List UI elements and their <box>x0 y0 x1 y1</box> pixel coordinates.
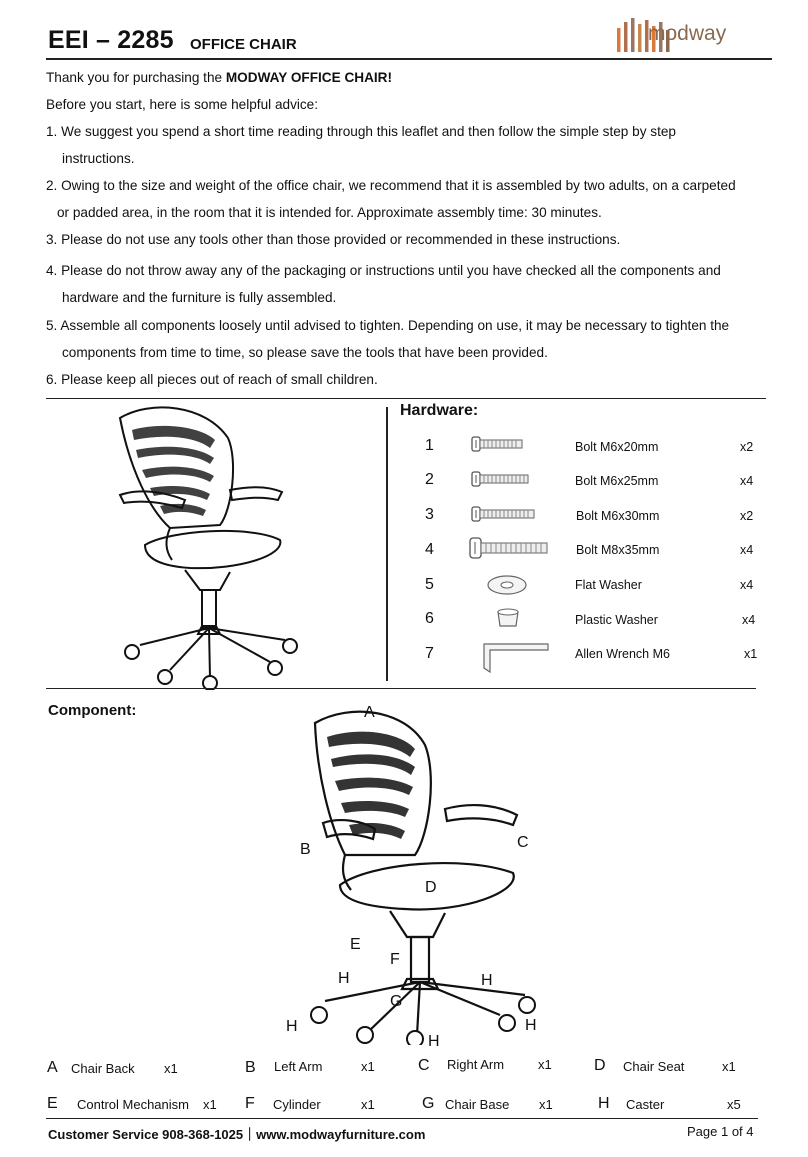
component-letter: D <box>594 1057 606 1074</box>
advice-lead: Before you start, here is some helpful advice: <box>46 97 319 112</box>
callout-e: E <box>350 936 361 953</box>
component-name: Chair Seat <box>623 1059 685 1074</box>
callout-h: H <box>338 970 350 987</box>
customer-service: Customer Service 908-368-1025｜www.modwayfurniture.com <box>48 1127 426 1142</box>
hardware-quantity: x4 <box>740 578 754 592</box>
hardware-number: 1 <box>425 437 434 454</box>
tip-1-line-2: instructions. <box>62 151 135 166</box>
component-quantity: x1 <box>164 1061 178 1076</box>
tip-5-line-2: components from time to time, so please save the tools that have been provided. <box>62 345 548 360</box>
hardware-name: Flat Washer <box>575 578 642 592</box>
tip-4-line-1: 4. Please do not throw away any of the packaging or instructions until you have checked all the components and <box>46 263 721 278</box>
header-rule <box>46 58 772 60</box>
footer-rule <box>46 1118 758 1119</box>
component-letter: B <box>245 1059 256 1076</box>
hardware-quantity: x4 <box>742 613 756 627</box>
hardware-number: 7 <box>425 645 434 662</box>
component-name: Chair Base <box>445 1097 510 1112</box>
callout-c: C <box>517 834 529 851</box>
tip-2-line-2: or padded area, in the room that it is intended for. Approximate assembly time: 30 minutes. <box>57 205 602 220</box>
component-name: Chair Back <box>71 1061 135 1076</box>
component-letter: A <box>47 1059 58 1076</box>
component-quantity: x1 <box>539 1097 553 1112</box>
callout-h: H <box>286 1018 298 1035</box>
component-quantity: x1 <box>361 1097 375 1112</box>
component-name: Right Arm <box>447 1057 505 1072</box>
callout-h: H <box>525 1017 537 1034</box>
vertical-divider <box>386 407 388 681</box>
plastic-washer-icon <box>494 606 522 632</box>
component-name: Control Mechanism <box>77 1097 189 1112</box>
component-title: Component: <box>48 702 137 719</box>
hardware-quantity: x1 <box>744 647 758 661</box>
tip-6-line-1: 6. Please keep all pieces out of reach of small children. <box>46 372 378 387</box>
callout-h: H <box>481 972 493 989</box>
chair-component-diagram <box>295 705 545 1045</box>
hardware-number: 4 <box>425 541 434 558</box>
thanks-prefix: Thank you for purchasing the <box>46 70 226 85</box>
component-name: Cylinder <box>273 1097 321 1112</box>
bolt-icon <box>468 536 553 560</box>
allen-wrench-icon <box>478 640 553 674</box>
component-name: Caster <box>626 1097 665 1112</box>
component-letter: E <box>47 1095 58 1112</box>
tip-5-line-1: 5. Assemble all components loosely until advised to tighten. Depending on use, it may be necessary to tighten the <box>46 318 730 333</box>
section-rule-top <box>46 398 766 399</box>
document-title: OFFICE CHAIR <box>190 36 297 53</box>
component-quantity: x1 <box>203 1097 217 1112</box>
model-number: EEI – 2285 <box>48 26 174 54</box>
thanks-suffix: ! <box>387 70 393 85</box>
flat-washer-icon <box>485 573 529 597</box>
bolt-icon <box>470 504 540 524</box>
thanks-line <box>46 70 392 85</box>
component-letter: G <box>422 1095 435 1112</box>
bolt-icon <box>470 469 535 489</box>
callout-f: F <box>390 951 400 968</box>
hardware-quantity: x2 <box>740 440 754 454</box>
component-quantity: x5 <box>727 1097 741 1112</box>
hardware-name: Bolt M6x20mm <box>575 440 659 454</box>
hardware-quantity: x2 <box>740 509 754 523</box>
callout-g: G <box>390 993 403 1010</box>
tip-4-line-2: hardware and the furniture is fully assembled. <box>62 290 337 305</box>
hardware-number: 5 <box>425 576 434 593</box>
bolt-icon <box>470 434 530 454</box>
hardware-number: 6 <box>425 610 434 627</box>
component-quantity: x1 <box>538 1057 552 1072</box>
hardware-name: Bolt M6x30mm <box>576 509 660 523</box>
callout-b: B <box>300 841 311 858</box>
hardware-number: 3 <box>425 506 434 523</box>
section-rule-middle <box>46 688 756 689</box>
chair-illustration <box>110 400 340 690</box>
callout-d: D <box>425 879 437 896</box>
hardware-name: Plastic Washer <box>575 613 658 627</box>
hardware-title: Hardware: <box>400 402 479 419</box>
component-letter: H <box>598 1095 610 1112</box>
product-name: MODWAY OFFICE CHAIR <box>225 70 388 85</box>
hardware-number: 2 <box>425 471 434 488</box>
tip-1-line-1: 1. We suggest you spend a short time reading through this leaflet and then follow the simple step by step <box>46 124 676 139</box>
brand-name: modway <box>648 22 727 45</box>
callout-a: A <box>364 704 375 721</box>
hardware-name: Bolt M6x25mm <box>575 474 659 488</box>
page-number: Page 1 of 4 <box>687 1124 754 1139</box>
hardware-quantity: x4 <box>740 474 754 488</box>
component-quantity: x1 <box>722 1059 736 1074</box>
component-name: Left Arm <box>274 1059 323 1074</box>
hardware-name: Allen Wrench M6 <box>575 647 670 661</box>
component-quantity: x1 <box>361 1059 375 1074</box>
callout-h: H <box>428 1033 440 1050</box>
component-letter: F <box>245 1095 255 1112</box>
component-letter: C <box>418 1057 430 1074</box>
tip-2-line-1: 2. Owing to the size and weight of the office chair, we recommend that it is assembled by two adults, on a carpeted <box>46 178 736 193</box>
hardware-name: Bolt M8x35mm <box>576 543 660 557</box>
hardware-quantity: x4 <box>740 543 754 557</box>
tip-3-line-1: 3. Please do not use any tools other than those provided or recommended in these instructions. <box>46 232 621 247</box>
